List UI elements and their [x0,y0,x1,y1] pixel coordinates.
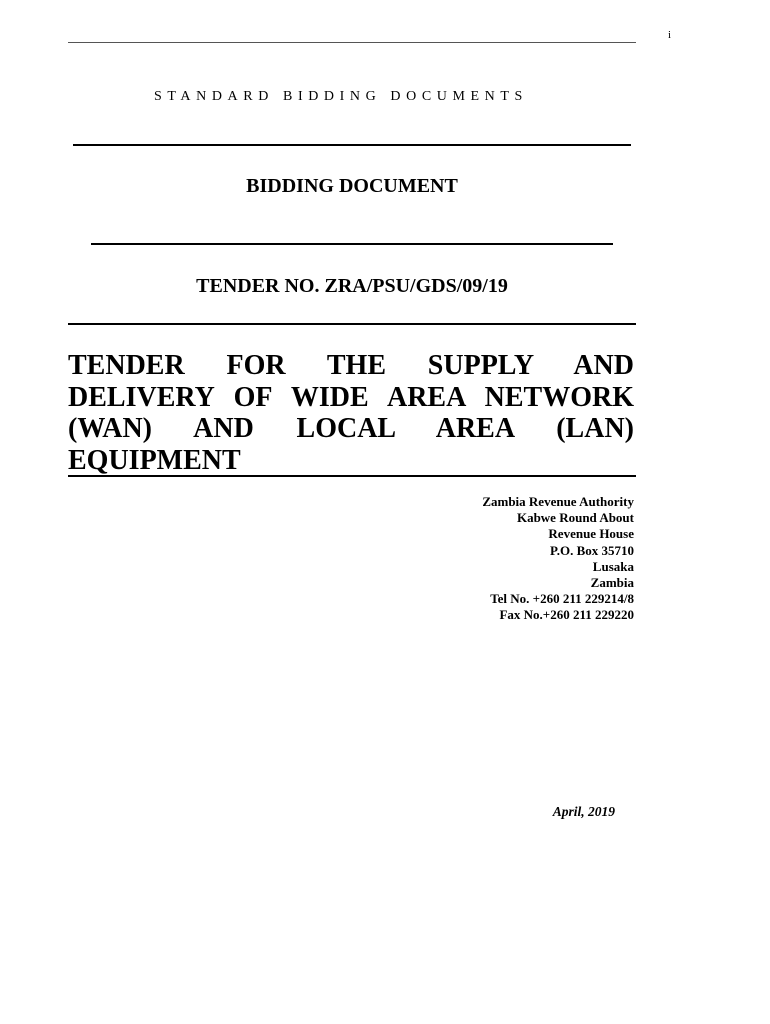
divider-rule [91,243,613,245]
address-telephone: Tel No. +260 211 229214/8 [490,591,634,607]
address-street: Kabwe Round About [516,510,634,526]
address-city: Lusaka [592,558,634,574]
document-type-heading: BIDDING DOCUMENT [246,175,458,197]
address-block [482,494,634,624]
tender-title: TENDER FOR THE SUPPLY AND DELIVERY OF WIDE AREA NETWORK (WAN) AND LOCAL AREA (LAN) EQUIPMENT [68,350,634,476]
document-date: April, 2019 [552,804,615,819]
series-name: STANDARD BIDDING DOCUMENTS [154,89,528,104]
address-po-box: P.O. Box 35710 [549,542,634,558]
address-building: Revenue House [548,526,634,542]
address-country: Zambia [590,575,634,591]
header-rule [68,42,636,43]
tender-number: TENDER NO. ZRA/PSU/GDS/09/19 [196,275,508,297]
divider-rule [73,144,631,146]
address-organization: Zambia Revenue Authority [482,494,634,509]
divider-rule [68,323,636,325]
address-fax: Fax No.+260 211 229220 [499,607,634,623]
divider-rule [68,475,636,477]
page-number: i [668,29,672,41]
